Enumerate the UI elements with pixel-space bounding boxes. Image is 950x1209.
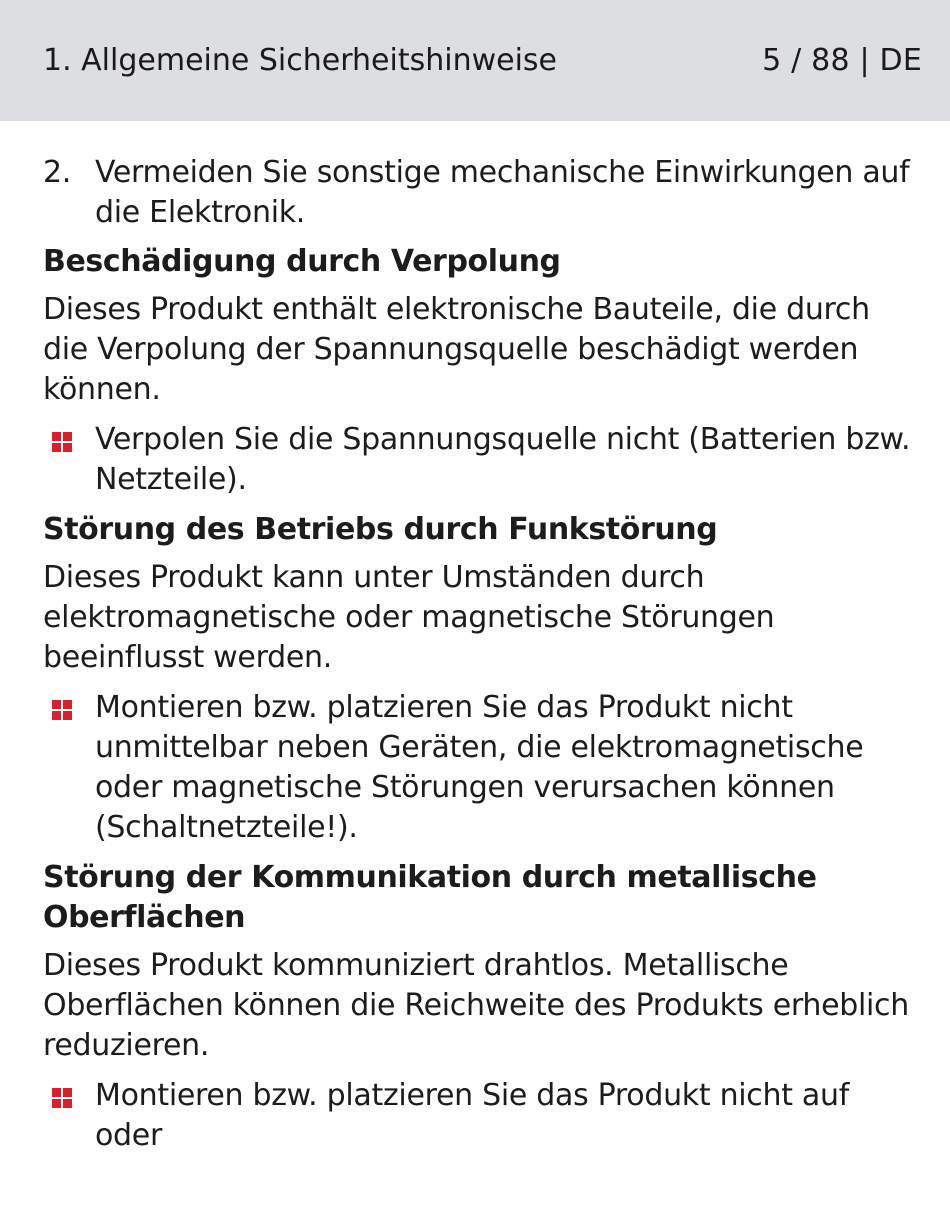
page-header <box>0 0 950 121</box>
section-heading: Störung des Betriebs durch Funkstörung <box>43 512 718 547</box>
bullet-item <box>43 688 922 848</box>
page-indicator: 5 / 88 | DE <box>762 43 922 78</box>
bullet-text: Montieren bzw. platzieren Sie das Produkt nicht unmittelbar neben Geräten, die elektromagnetische oder magnetische Störungen verursachen können (Schaltnetzteile!). <box>95 690 864 845</box>
list-item-text: Vermeiden Sie sonstige mechanische Einwirkungen auf die Elektronik. <box>95 155 910 230</box>
section-polarity <box>43 242 922 500</box>
section-radio-interference <box>43 510 922 848</box>
section-heading: Beschädigung durch Verpolung <box>43 244 561 279</box>
bullet-text: Montieren bzw. platzieren Sie das Produkt nicht auf oder <box>95 1078 849 1153</box>
bullet-text: Verpolen Sie die Spannungsquelle nicht (Batterien bzw. Netzteile). <box>95 422 911 497</box>
bullet-icon <box>52 432 72 452</box>
section-title: 1. Allgemeine Sicherheitshinweise <box>43 43 557 78</box>
section-body: Dieses Produkt kann unter Umständen durch elektromagnetische oder magnetische Störungen beeinflusst werden. <box>43 560 775 675</box>
list-number: 2. <box>43 155 72 190</box>
page-content <box>0 121 950 1156</box>
numbered-list-item <box>43 153 922 233</box>
section-metallic-surfaces <box>43 858 922 1156</box>
bullet-icon <box>52 700 72 720</box>
section-body: Dieses Produkt enthält elektronische Bauteile, die durch die Verpolung der Spannungsquelle beschädigt werden können. <box>43 292 870 407</box>
bullet-icon <box>52 1088 72 1108</box>
section-body: Dieses Produkt kommuniziert drahtlos. Metallische Oberflächen können die Reichweite des Produkts erheblich reduzieren. <box>43 948 909 1063</box>
bullet-item <box>43 420 922 500</box>
bullet-item <box>43 1076 922 1156</box>
section-heading: Störung der Kommunikation durch metallische Oberflächen <box>43 860 817 935</box>
